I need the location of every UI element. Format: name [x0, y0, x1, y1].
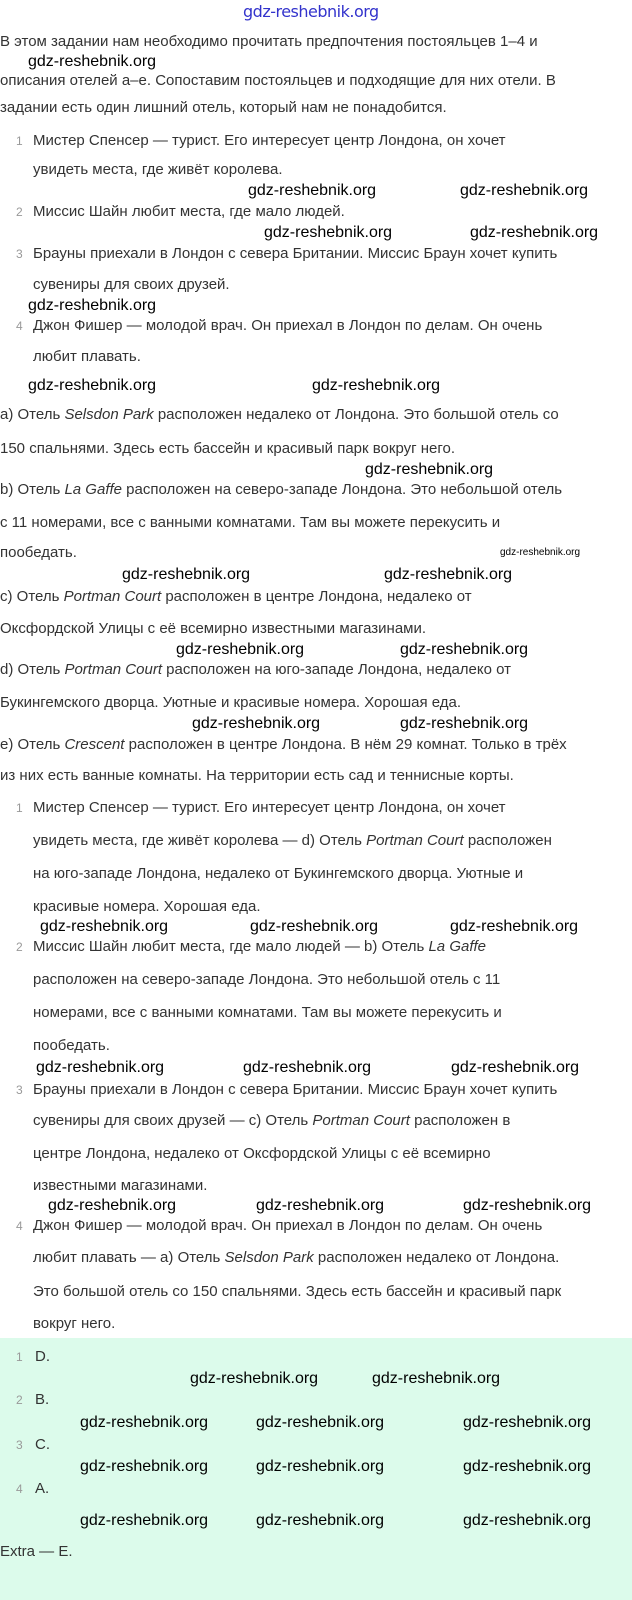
hotel-name: Portman Court — [64, 661, 162, 678]
text-segment: Джон Фишер — молодой врач. Он приехал в Лондон по делам. Он очень — [33, 1217, 543, 1234]
list-number: 1 — [16, 1350, 23, 1364]
match-line — [33, 832, 552, 850]
watermark: gdz-reshebnik.org — [28, 377, 157, 394]
text-segment: e) Отель — [0, 736, 65, 753]
text-segment: Оксфордской Улицы с её всемирно известными магазинами. — [0, 620, 427, 637]
guest-line — [33, 161, 283, 179]
match-line — [33, 1177, 207, 1195]
list-number: 3 — [16, 1083, 23, 1097]
extra-answer: Extra — E. — [0, 1543, 73, 1560]
guest-line — [33, 317, 542, 335]
text-segment: d) Отель — [0, 661, 65, 678]
text-segment: известными магазинами. — [33, 1177, 208, 1194]
hotel-name: Selsdon Park — [64, 406, 154, 423]
guest-line — [33, 245, 557, 263]
text-segment: Мистер Спенсер — турист. Его интересует центр Лондона, он хочет — [33, 132, 506, 149]
match-line — [33, 1283, 561, 1301]
text-segment: увидеть места, где живёт королева. — [33, 161, 283, 178]
watermark: gdz-reshebnik.org — [312, 377, 441, 394]
match-line — [33, 1081, 557, 1099]
hotel-line — [0, 694, 461, 712]
answer-value: D. — [35, 1348, 50, 1365]
hotel-name: Selsdon Park — [224, 1249, 314, 1266]
text-segment: описания отелей a–e. Сопоставим постояльцев и подходящие для них отели. В — [0, 72, 556, 89]
list-number: 2 — [16, 940, 23, 954]
watermark: gdz-reshebnik.org — [400, 715, 529, 732]
watermark: gdz-reshebnik.org — [36, 1059, 165, 1076]
text-segment: 150 спальнями. Здесь есть бассейн и красивый парк вокруг него. — [0, 440, 456, 457]
watermark: gdz-reshebnik.org — [122, 566, 251, 583]
text-segment: c) Отель — [0, 588, 64, 605]
watermark: gdz-reshebnik.org — [256, 1414, 385, 1431]
text-segment: b) Отель — [0, 481, 65, 498]
watermark: gdz-reshebnik.org — [470, 224, 599, 241]
text-segment: Мистер Спенсер — турист. Его интересует центр Лондона, он хочет — [33, 799, 506, 816]
hotel-line — [0, 406, 559, 424]
list-number: 4 — [16, 1482, 23, 1496]
watermark: gdz-reshebnik.org — [463, 1197, 592, 1214]
text-segment: Джон Фишер — молодой врач. Он приехал в Лондон по делам. Он очень — [33, 317, 543, 334]
watermark: gdz-reshebnik.org — [500, 547, 581, 558]
text-segment: Миссис Шайн любит места, где мало людей — b) Отель — [33, 938, 429, 955]
watermark: gdz-reshebnik.org — [28, 53, 157, 70]
text-segment: с 11 номерами, все с ванными комнатами. Там вы можете перекусить и — [0, 514, 501, 531]
hotel-line — [0, 514, 500, 532]
text-segment: на юго-западе Лондона, недалеко от Букингемского дворца. Уютные и — [33, 865, 524, 882]
match-line — [33, 799, 506, 817]
list-number: 2 — [16, 205, 23, 219]
hotel-name: Portman Court — [63, 588, 162, 605]
text-segment: центре Лондона, недалеко от Оксфордской Улицы с её всемирно — [33, 1145, 491, 1162]
text-segment: красивые номера. Хорошая еда. — [33, 898, 261, 915]
text-segment: Брауны приехали в Лондон с севера Британии. Миссис Браун хочет купить — [33, 245, 558, 262]
hotel-name: La Gaffe — [428, 938, 487, 955]
hotel-name: Crescent — [64, 736, 125, 753]
watermark: gdz-reshebnik.org — [192, 715, 321, 732]
watermark: gdz-reshebnik.org — [176, 641, 305, 658]
hotel-line — [0, 440, 455, 458]
intro-line — [0, 33, 538, 51]
match-line — [33, 938, 486, 956]
watermark: gdz-reshebnik.org — [256, 1458, 385, 1475]
watermark: gdz-reshebnik.org — [264, 224, 393, 241]
text-segment: увидеть места, где живёт королева — d) Отель — [33, 832, 367, 849]
text-segment: Миссис Шайн любит места, где мало людей. — [33, 203, 345, 220]
watermark: gdz-reshebnik.org — [400, 641, 529, 658]
text-segment: пообедать. — [0, 544, 77, 561]
text-segment: любит плавать. — [33, 348, 141, 365]
match-line — [33, 1249, 559, 1267]
match-line — [33, 1217, 542, 1235]
hotel-line — [0, 588, 472, 606]
text-segment: любит плавать — a) Отель — [33, 1249, 225, 1266]
watermark: gdz-reshebnik.org — [256, 1512, 385, 1529]
watermark: gdz-reshebnik.org — [250, 918, 379, 935]
answer-value: B. — [35, 1391, 50, 1408]
hotel-line — [0, 620, 426, 638]
text-segment: расположен в — [409, 1112, 511, 1129]
watermark: gdz-reshebnik.org — [463, 1512, 592, 1529]
hotel-name: Portman Court — [366, 832, 464, 849]
text-segment: Букингемского дворца. Уютные и красивые номера. Хорошая еда. — [0, 694, 462, 711]
hotel-name: La Gaffe — [64, 481, 122, 498]
match-line — [33, 865, 523, 883]
watermark: gdz-reshebnik.org — [80, 1458, 209, 1475]
text-segment: В этом задании нам необходимо прочитать предпочтения постояльцев 1–4 и — [0, 33, 538, 50]
watermark: gdz-reshebnik.org — [48, 1197, 177, 1214]
text-segment: из них есть ванные комнаты. На территории есть сад и теннисные корты. — [0, 767, 514, 784]
answer-value: A. — [35, 1480, 50, 1497]
intro-line — [0, 72, 556, 90]
hotel-name: Portman Court — [312, 1112, 410, 1129]
watermark: gdz-reshebnik.org — [463, 1414, 592, 1431]
text-segment: расположен — [463, 832, 552, 849]
match-line — [33, 1037, 110, 1055]
text-segment: расположен в центре Лондона. В нём 29 комнат. Только в трёх — [124, 736, 567, 753]
text-segment: вокруг него. — [33, 1315, 116, 1332]
watermark: gdz-reshebnik.org — [80, 1512, 209, 1529]
match-line — [33, 1112, 510, 1130]
hotel-line — [0, 544, 77, 562]
watermark: gdz-reshebnik.org — [248, 182, 377, 199]
match-line — [33, 971, 500, 989]
answer-value: C. — [35, 1436, 50, 1453]
watermark: gdz-reshebnik.org — [40, 918, 169, 935]
hotel-line — [0, 767, 514, 785]
text-segment: расположен недалеко от Лондона. — [313, 1249, 560, 1266]
hotel-line — [0, 736, 567, 754]
site-header-logo[interactable]: gdz-reshebnik.org — [243, 2, 379, 21]
text-segment: расположен на юго-западе Лондона, недалеко от — [162, 661, 512, 678]
list-number: 4 — [16, 1219, 23, 1233]
match-line — [33, 1315, 115, 1333]
guest-line — [33, 132, 506, 150]
text-segment: a) Отель — [0, 406, 65, 423]
text-segment: задании есть один лишний отель, который нам не понадобится. — [0, 99, 447, 116]
text-segment: Это большой отель со 150 спальнями. Здесь есть бассейн и красивый парк — [33, 1283, 562, 1300]
watermark: gdz-reshebnik.org — [365, 461, 494, 478]
watermark: gdz-reshebnik.org — [372, 1370, 501, 1387]
list-number: 4 — [16, 319, 23, 333]
text-segment: расположен на северо-западе Лондона. Это небольшой отель с 11 — [33, 971, 501, 988]
list-number: 1 — [16, 134, 23, 148]
watermark: gdz-reshebnik.org — [243, 1059, 372, 1076]
guest-line — [33, 203, 345, 221]
hotel-line — [0, 481, 562, 499]
list-number: 3 — [16, 1438, 23, 1452]
text-segment: пообедать. — [33, 1037, 110, 1054]
text-segment: расположен недалеко от Лондона. Это большой отель со — [153, 406, 559, 423]
watermark: gdz-reshebnik.org — [450, 918, 579, 935]
match-line — [33, 898, 261, 916]
watermark: gdz-reshebnik.org — [28, 297, 157, 314]
watermark: gdz-reshebnik.org — [451, 1059, 580, 1076]
list-number: 2 — [16, 1393, 23, 1407]
text-segment: Брауны приехали в Лондон с севера Британии. Миссис Браун хочет купить — [33, 1081, 558, 1098]
watermark: gdz-reshebnik.org — [460, 182, 589, 199]
list-number: 3 — [16, 247, 23, 261]
intro-line — [0, 99, 447, 117]
hotel-line — [0, 661, 511, 679]
watermark: gdz-reshebnik.org — [384, 566, 513, 583]
list-number: 1 — [16, 801, 23, 815]
watermark: gdz-reshebnik.org — [463, 1458, 592, 1475]
text-segment: расположен на северо-западе Лондона. Это небольшой отель — [122, 481, 563, 498]
match-line — [33, 1004, 502, 1022]
watermark: gdz-reshebnik.org — [190, 1370, 319, 1387]
watermark: gdz-reshebnik.org — [256, 1197, 385, 1214]
text-segment: сувениры для своих друзей. — [33, 276, 230, 293]
text-segment: сувениры для своих друзей — c) Отель — [33, 1112, 313, 1129]
watermark: gdz-reshebnik.org — [80, 1414, 209, 1431]
match-line — [33, 1145, 491, 1163]
text-segment: номерами, все с ванными комнатами. Там вы можете перекусить и — [33, 1004, 502, 1021]
guest-line — [33, 348, 141, 366]
text-segment: расположен в центре Лондона, недалеко от — [161, 588, 472, 605]
guest-line — [33, 276, 230, 294]
